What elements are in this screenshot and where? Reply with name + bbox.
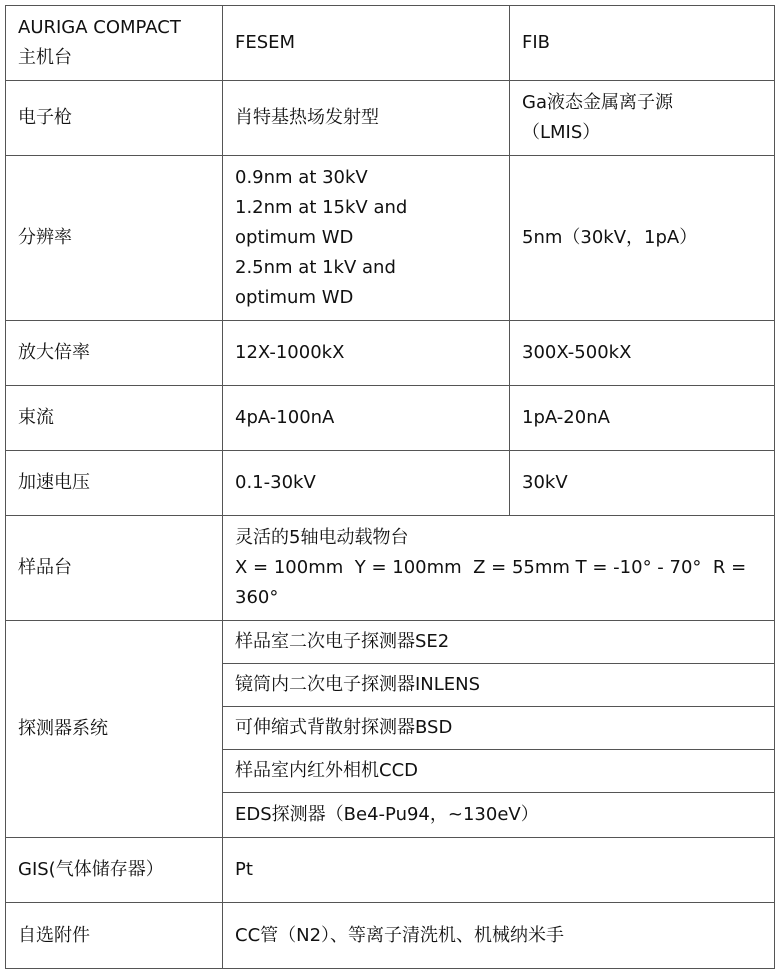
fesem-value: 12X-1000kX — [223, 321, 510, 386]
fesem-value — [223, 156, 510, 321]
row-electron-gun — [6, 81, 775, 156]
row-label: 加速电压 — [6, 451, 223, 516]
row-stage — [6, 516, 775, 621]
stage-value — [223, 516, 775, 621]
stage-line: X = 100mm Y = 100mm Z = 55mm T = -10° - 70° R = — [235, 557, 747, 578]
stage-line: 360° — [235, 587, 279, 608]
fesem-value: 0.1-30kV — [223, 451, 510, 516]
detector-item: 样品室二次电子探测器SE2 — [223, 621, 775, 664]
fib-value-line1: Ga液态金属离子源 — [522, 92, 673, 113]
row-accel-voltage — [6, 451, 775, 516]
resolution-line: 2.5nm at 1kV and — [235, 257, 396, 278]
resolution-line: optimum WD — [235, 227, 354, 248]
row-resolution — [6, 156, 775, 321]
fib-value: 30kV — [510, 451, 775, 516]
resolution-line: optimum WD — [235, 287, 354, 308]
row-label: 束流 — [6, 386, 223, 451]
fib-value: 300X-500kX — [510, 321, 775, 386]
resolution-line: 1.2nm at 15kV and — [235, 197, 408, 218]
detector-item: 镜筒内二次电子探测器INLENS — [223, 664, 775, 707]
header-mainframe-line1: AURIGA COMPACT — [18, 17, 181, 38]
header-mainframe-line2: 主机台 — [18, 47, 72, 68]
header-cell-mainframe — [6, 6, 223, 81]
row-label: 放大倍率 — [6, 321, 223, 386]
accessories-value: CC管（N2）、等离子清洗机、机械纳米手 — [223, 903, 775, 969]
row-gis — [6, 838, 775, 903]
detector-item: EDS探测器（Be4-Pu94，~130eV） — [223, 793, 775, 838]
detector-item: 可伸缩式背散射探测器BSD — [223, 707, 775, 750]
row-detector — [6, 621, 775, 664]
row-label: 分辨率 — [6, 156, 223, 321]
row-accessories — [6, 903, 775, 969]
header-row — [6, 6, 775, 81]
fib-value: 5nm（30kV，1pA） — [510, 156, 775, 321]
fib-value — [510, 81, 775, 156]
row-magnification — [6, 321, 775, 386]
fesem-value: 肖特基热场发射型 — [223, 81, 510, 156]
fib-value-line2: （LMIS） — [522, 122, 601, 143]
fib-value: 1pA-20nA — [510, 386, 775, 451]
row-label: 样品台 — [6, 516, 223, 621]
row-label: 自选附件 — [6, 903, 223, 969]
row-beam-current — [6, 386, 775, 451]
gis-value: Pt — [223, 838, 775, 903]
row-label: 电子枪 — [6, 81, 223, 156]
spec-table — [5, 5, 775, 969]
resolution-line: 0.9nm at 30kV — [235, 167, 368, 188]
header-cell-fesem: FESEM — [223, 6, 510, 81]
row-label: 探测器系统 — [6, 621, 223, 838]
header-cell-fib: FIB — [510, 6, 775, 81]
fesem-value: 4pA-100nA — [223, 386, 510, 451]
detector-item: 样品室内红外相机CCD — [223, 750, 775, 793]
stage-line: 灵活的5轴电动载物台 — [235, 527, 409, 548]
row-label: GIS(气体储存器） — [6, 838, 223, 903]
